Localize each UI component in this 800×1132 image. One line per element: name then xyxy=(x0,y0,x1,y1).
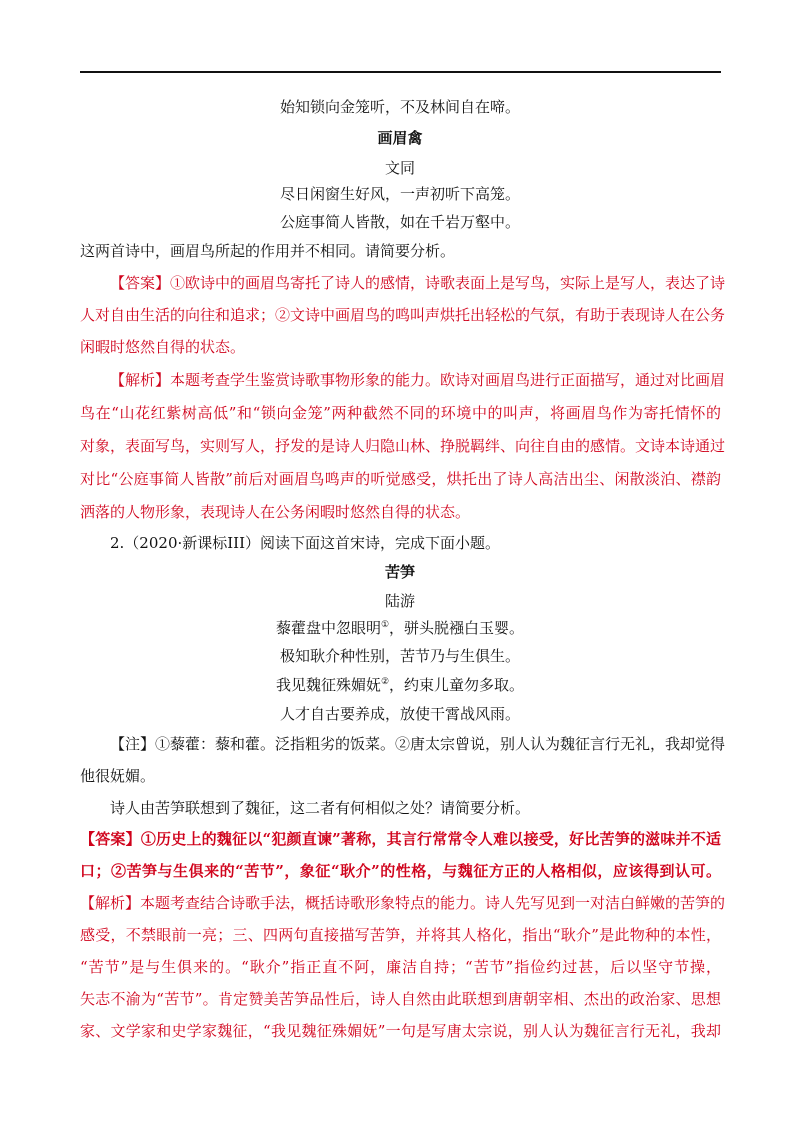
q2-answer-line-2: 口；②苦笋与生俱来的“苦节”，象征“耿介”的性格，与魏征方正的人格相似，应该得到认可。 xyxy=(80,862,721,880)
poem2-title: 画眉禽 xyxy=(377,129,423,147)
q2-answer-tag: 【答案】 xyxy=(80,830,141,848)
poem2-line: 公庭事简人皆散，如在千岩万壑中。 xyxy=(279,213,520,231)
q2-answer-line-1: 【答案】①历史上的魏征以“犯颜直谏”著称，其言行常常令人难以接受，好比苦笋的滋味并不适 xyxy=(80,830,721,848)
q1-analysis-line-5: 洒落的人物形象，表现诗人在公务闲暇时悠然自得的状态。 xyxy=(80,503,471,521)
q2-analysis-line-4: 矢志不渝为“苦节”。肯定赞美苦笋品性后，诗人自然由此联想到唐朝宰相、杰出的政治家、思想 xyxy=(80,990,721,1008)
poem1-last-line: 始知锁向金笼听，不及林间自在啼。 xyxy=(279,98,520,116)
q1-analysis-line-1: 【解析】本题考查学生鉴赏诗歌事物形象的能力。欧诗对画眉鸟进行正面描写，通过对比画眉 xyxy=(110,371,726,389)
q1-analysis-tag: 【解析】 xyxy=(110,371,171,389)
q1-answer-tag: 【答案】 xyxy=(110,274,171,292)
q2-analysis-line-5: 家、文学家和史学家魏征，“我见魏征殊媚妩”一句是写唐太宗说，别人认为魏征言行无礼，我却 xyxy=(80,1022,721,1040)
q2-analysis-line-3: “苦节”是与生俱来的。“耿介”指正直不阿，廉洁自持；“苦节”指俭约过甚，后以坚守节操， xyxy=(80,958,721,976)
q2-poem-line: 极知耿介种性别，苦节乃与生俱生。 xyxy=(279,647,520,665)
q2-question: 诗人由苦笋联想到了魏征，这二者有何相似之处？请简要分析。 xyxy=(110,799,531,817)
footnote-marker: ① xyxy=(380,620,390,630)
footnote-marker: ② xyxy=(380,677,390,687)
q1-question: 这两首诗中，画眉鸟所起的作用并不相同。请简要分析。 xyxy=(80,242,456,260)
q1-answer-line-2: 人对自由生活的向往和追求；②文诗中画眉鸟的鸣叫声烘托出轻松的气氛，有助于表现诗人在公务 xyxy=(80,306,726,324)
q2-note-line-2: 他很妩媚。 xyxy=(80,767,156,785)
q1-analysis-line-4: 对比“公庭事简人皆散”前后对画眉鸟鸣声的听觉感受，烘托出了诗人高洁出尘、闲散淡泊、襟韵 xyxy=(80,470,721,488)
header-rule xyxy=(80,71,721,73)
q2-author: 陆游 xyxy=(384,592,415,610)
q2-note-line-1: 【注】①藜藿：藜和藿。泛指粗劣的饭菜。②唐太宗曾说，别人认为魏征言行无礼，我却觉得 xyxy=(110,735,726,753)
q2-poem-line: 人才自古要养成，放使干霄战风雨。 xyxy=(279,705,520,723)
q2-analysis-line-1: 【解析】本题考查结合诗歌手法，概括诗歌形象特点的能力。诗人先写见到一对洁白鲜嫩的苦笋的 xyxy=(80,894,726,912)
q1-answer-line-1: 【答案】①欧诗中的画眉鸟寄托了诗人的感情，诗歌表面上是写鸟，实际上是写人，表达了诗 xyxy=(110,274,726,292)
q1-analysis-line-2: 鸟在“山花红紫树高低”和“锁向金笼”两种截然不同的环境中的叫声，将画眉鸟作为寄托情怀的 xyxy=(80,404,721,422)
q2-title: 苦笋 xyxy=(384,563,415,581)
q2-analysis-line-2: 感受，不禁眼前一亮；三、四两句直接描写苦笋，并将其人格化，指出“耿介”是此物种的本性， xyxy=(80,926,721,944)
q1-answer-line-3: 闲暇时悠然自得的状态。 xyxy=(80,338,246,356)
q2-analysis-tag: 【解析】 xyxy=(80,894,141,912)
q2-poem-line: 我见魏征殊媚妩②，约束儿童勿多取。 xyxy=(275,676,525,694)
poem2-line: 尽日闲窗生好风，一声初听下高笼。 xyxy=(279,185,520,203)
q2-poem-line: 藜藿盘中忽眼明①，骈头脱襁白玉婴。 xyxy=(275,619,525,637)
q2-intro: 2.（2020·新课标III）阅读下面这首宋诗，完成下面小题。 xyxy=(110,534,501,552)
poem2-author: 文同 xyxy=(384,159,415,177)
q1-analysis-line-3: 对象，表面写鸟，实则写人，抒发的是诗人归隐山林、挣脱羁绊、向往自由的感情。文诗本诗通过 xyxy=(80,437,726,455)
